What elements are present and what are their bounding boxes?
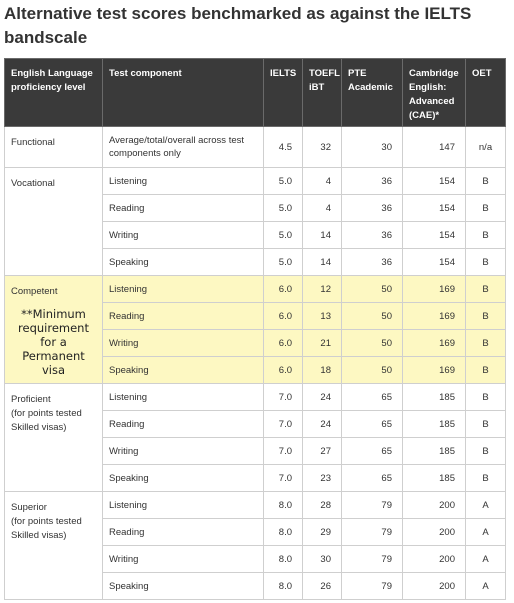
cell-toefl: 28 [303,492,342,519]
cell-ielts: 6.0 [264,276,303,303]
cell-ielts: 7.0 [264,384,303,411]
scores-table [4,58,506,600]
cell-toefl: 27 [303,438,342,465]
cell-cae: 154 [403,168,466,195]
cell-toefl: 29 [303,519,342,546]
cell-component: Speaking [103,573,264,600]
header-oet: OET [466,59,506,127]
cell-cae: 185 [403,384,466,411]
cell-toefl: 23 [303,465,342,492]
cell-component: Listening [103,384,264,411]
cell-component: Speaking [103,249,264,276]
table-row [5,276,506,303]
cell-oet: B [466,168,506,195]
cell-cae: 185 [403,438,466,465]
header-cae: Cambridge English: Advanced (CAE)* [403,59,466,127]
cell-ielts: 5.0 [264,222,303,249]
cell-component: Writing [103,222,264,249]
cell-ielts: 8.0 [264,519,303,546]
cell-cae: 169 [403,276,466,303]
level-competent-label: Competent [11,286,58,297]
cell-pte: 79 [342,492,403,519]
cell-oet: n/a [466,127,506,168]
table-row [5,384,506,411]
cell-cae: 185 [403,411,466,438]
cell-oet: B [466,276,506,303]
cell-pte: 36 [342,168,403,195]
cell-pte: 65 [342,384,403,411]
header-level: English Language proficiency level [5,59,103,127]
cell-toefl: 32 [303,127,342,168]
cell-cae: 169 [403,330,466,357]
cell-cae: 185 [403,465,466,492]
cell-pte: 65 [342,465,403,492]
table-header-row [5,59,506,127]
cell-toefl: 12 [303,276,342,303]
cell-pte: 36 [342,195,403,222]
cell-component: Listening [103,492,264,519]
level-superior: Superior (for points tested Skilled visas) [5,492,103,600]
cell-cae: 200 [403,573,466,600]
table-row [5,492,506,519]
cell-oet: B [466,330,506,357]
cell-pte: 36 [342,222,403,249]
cell-toefl: 4 [303,168,342,195]
cell-pte: 30 [342,127,403,168]
cell-pte: 79 [342,519,403,546]
cell-pte: 50 [342,330,403,357]
cell-toefl: 24 [303,384,342,411]
cell-oet: B [466,411,506,438]
cell-component: Speaking [103,465,264,492]
cell-pte: 79 [342,573,403,600]
cell-oet: B [466,249,506,276]
cell-component: Listening [103,276,264,303]
cell-toefl: 26 [303,573,342,600]
cell-cae: 154 [403,195,466,222]
cell-toefl: 30 [303,546,342,573]
cell-toefl: 14 [303,249,342,276]
cell-oet: B [466,303,506,330]
cell-pte: 65 [342,411,403,438]
cell-component: Reading [103,195,264,222]
cell-component: Speaking [103,357,264,384]
table-row [5,127,506,168]
cell-oet: A [466,546,506,573]
level-functional: Functional [5,127,103,168]
cell-pte: 50 [342,303,403,330]
cell-oet: B [466,465,506,492]
cell-toefl: 24 [303,411,342,438]
cell-oet: B [466,438,506,465]
cell-oet: B [466,357,506,384]
cell-component: Reading [103,411,264,438]
level-vocational: Vocational [5,168,103,276]
cell-ielts: 6.0 [264,330,303,357]
cell-ielts: 7.0 [264,438,303,465]
cell-ielts: 8.0 [264,573,303,600]
cell-cae: 200 [403,519,466,546]
cell-ielts: 6.0 [264,357,303,384]
cell-ielts: 5.0 [264,195,303,222]
cell-ielts: 7.0 [264,411,303,438]
cell-ielts: 7.0 [264,465,303,492]
cell-cae: 154 [403,249,466,276]
cell-cae: 169 [403,357,466,384]
cell-oet: B [466,195,506,222]
header-toefl: TOEFL iBT [303,59,342,127]
cell-oet: A [466,519,506,546]
cell-component: Writing [103,438,264,465]
cell-component: Reading [103,303,264,330]
cell-oet: A [466,492,506,519]
cell-component: Average/total/overall across test components only [103,127,264,168]
level-competent [5,276,103,384]
cell-toefl: 18 [303,357,342,384]
cell-cae: 200 [403,492,466,519]
cell-ielts: 8.0 [264,546,303,573]
cell-cae: 200 [403,546,466,573]
cell-pte: 50 [342,357,403,384]
cell-pte: 36 [342,249,403,276]
cell-pte: 65 [342,438,403,465]
cell-toefl: 14 [303,222,342,249]
cell-pte: 79 [342,546,403,573]
cell-cae: 147 [403,127,466,168]
cell-ielts: 4.5 [264,127,303,168]
cell-oet: B [466,222,506,249]
header-component: Test component [103,59,264,127]
cell-oet: A [466,573,506,600]
cell-ielts: 5.0 [264,249,303,276]
level-proficient: Proficient (for points tested Skilled visas) [5,384,103,492]
cell-cae: 169 [403,303,466,330]
cell-toefl: 21 [303,330,342,357]
cell-toefl: 13 [303,303,342,330]
cell-cae: 154 [403,222,466,249]
cell-ielts: 8.0 [264,492,303,519]
cell-oet: B [466,384,506,411]
cell-ielts: 6.0 [264,303,303,330]
cell-pte: 50 [342,276,403,303]
minimum-requirement-note: **Minimum requirement for a Permanent visa [18,307,89,377]
page-title: Alternative test scores benchmarked as against the IELTS bandscale [4,4,472,47]
cell-component: Writing [103,546,264,573]
cell-component: Writing [103,330,264,357]
cell-toefl: 4 [303,195,342,222]
cell-component: Listening [103,168,264,195]
header-ielts: IELTS [264,59,303,127]
cell-component: Reading [103,519,264,546]
header-pte: PTE Academic [342,59,403,127]
table-row [5,168,506,195]
cell-ielts: 5.0 [264,168,303,195]
